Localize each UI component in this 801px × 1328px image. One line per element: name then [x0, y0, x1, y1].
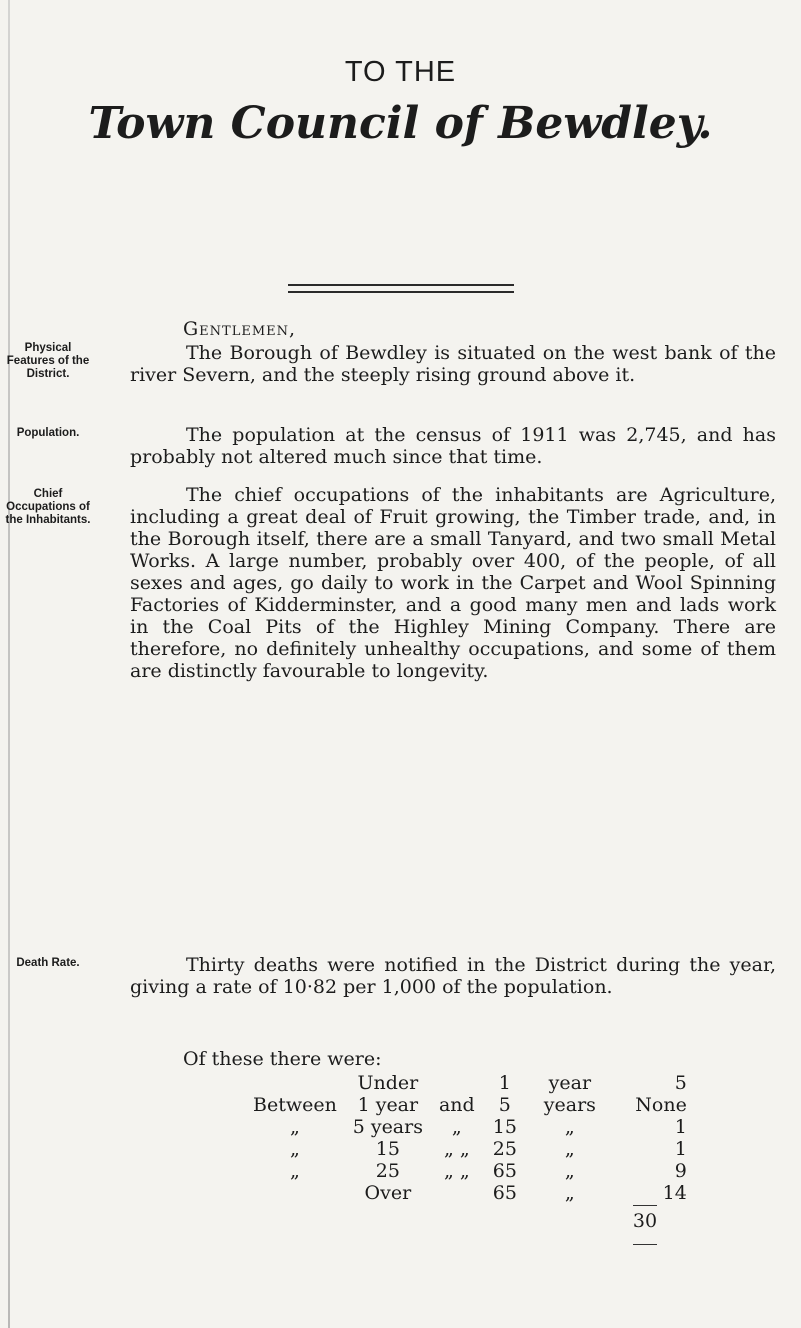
row-mid [436, 1182, 478, 1204]
margin-note-death-rate: Death Rate. [16, 957, 80, 969]
row-from: Under [357, 1072, 419, 1094]
row-count: 1 [674, 1138, 687, 1160]
row-unit: years [543, 1094, 596, 1116]
paragraph-physical-features: The Borough of Bewdley is situated on the west bank of the river Severn, and the steeply rising ground above it. [130, 342, 776, 386]
row-prefix [250, 1072, 340, 1094]
row-to: 65 [492, 1160, 517, 1182]
deaths-total: 30 [632, 1210, 658, 1232]
row-count: 14 [662, 1182, 687, 1204]
row-from: Over [364, 1182, 412, 1204]
row-to: 1 [498, 1072, 511, 1094]
row-mid [436, 1072, 478, 1094]
row-count: 1 [674, 1116, 687, 1138]
row-unit: „ [564, 1182, 575, 1204]
row-to: 65 [492, 1182, 517, 1204]
row-count: 5 [674, 1072, 687, 1094]
salutation: Gentlemen, [183, 318, 297, 340]
row-from: 15 [375, 1138, 400, 1160]
heading-to-the: TO THE [344, 56, 457, 88]
double-rule-bottom [288, 291, 514, 293]
row-prefix [250, 1182, 340, 1204]
row-mid: and [438, 1094, 475, 1116]
row-count: 9 [674, 1160, 687, 1182]
deaths-by-age-table [250, 1072, 690, 1204]
table-row [250, 1094, 690, 1116]
margin-note-physical-features: Physical Features of the District. [6, 342, 90, 380]
paragraph-chief-occupations: The chief occupations of the inhabitants are Agriculture, including a great deal of Fruit growing, the Timber trade, and, in the Borough itself, there are a small Tanyard, and two small Metal Works. A large number, probably over 400, of the people, of all sexes and ages, go daily to work in the Carpet and Wool Spinning Factories of Kidderminster, and a good many men and lads work in the Coal Pits of the Highley Mining Company. There are therefore, no definitely unhealthy occupations, and some of them are distinctly favourable to longevity. [130, 484, 776, 682]
double-rule-top [288, 284, 514, 286]
row-to: 5 [498, 1094, 511, 1116]
row-to: 15 [492, 1116, 517, 1138]
row-mid: „ „ [443, 1138, 470, 1160]
row-mid: „ [451, 1116, 462, 1138]
row-prefix: Between [253, 1094, 337, 1116]
table-row [250, 1160, 690, 1182]
total-rule-above [633, 1205, 657, 1206]
margin-note-chief-occupations: Chief Occupations of the Inhabitants. [5, 488, 91, 526]
row-from: 1 year [357, 1094, 419, 1116]
row-from: 25 [375, 1160, 400, 1182]
row-from: 5 years [352, 1116, 423, 1138]
heading-town-council: Town Council of Bewdley. [88, 98, 713, 149]
table-row [250, 1072, 690, 1094]
table-row [250, 1138, 690, 1160]
margin-note-population: Population. [16, 427, 80, 439]
row-unit: year [548, 1072, 592, 1094]
row-prefix: „ [290, 1160, 300, 1182]
row-unit: „ [564, 1116, 575, 1138]
deaths-table-intro: Of these there were: [183, 1048, 382, 1070]
paragraph-death-rate: Thirty deaths were notified in the District during the year, giving a rate of 10·82 per 1,000 of the population. [130, 954, 776, 998]
row-mid: „ „ [443, 1160, 470, 1182]
table-row [250, 1116, 690, 1138]
total-rule-below [633, 1244, 657, 1245]
row-count: None [635, 1094, 687, 1116]
row-prefix: „ [290, 1116, 300, 1138]
row-unit: „ [564, 1138, 575, 1160]
page-edge-shadow [8, 0, 10, 1328]
paragraph-population: The population at the census of 1911 was 2,745, and has probably not altered much since that time. [130, 424, 776, 468]
row-prefix: „ [290, 1138, 300, 1160]
table-row [250, 1182, 690, 1204]
row-to: 25 [492, 1138, 517, 1160]
row-unit: „ [564, 1160, 575, 1182]
